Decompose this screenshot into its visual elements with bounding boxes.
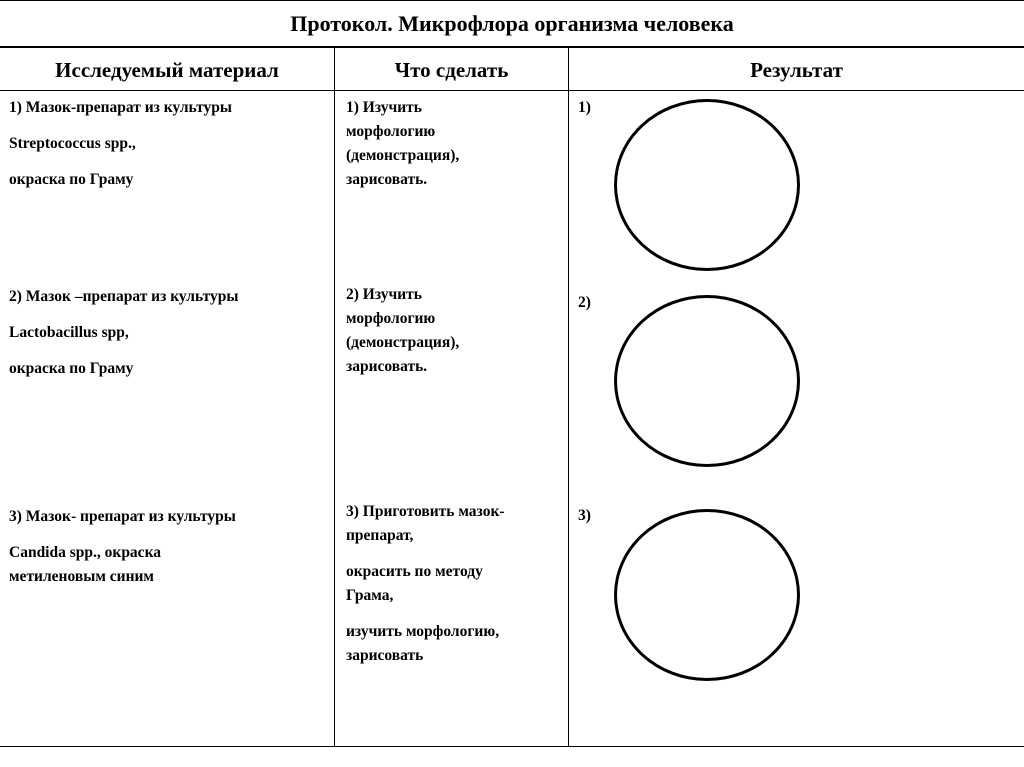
- row3-result-number: 3): [578, 507, 591, 524]
- table-bottom-border: [0, 746, 1024, 747]
- row1-material-line2: Streptococcus spp.,: [9, 135, 136, 152]
- row3-todo-line5: изучить морфологию,: [346, 623, 500, 640]
- row3-todo-line3: окрасить по методу: [346, 563, 483, 580]
- column-divider-2: [568, 47, 569, 747]
- row2-material: [9, 285, 329, 381]
- header-todo: Что сделать: [394, 58, 509, 82]
- header-result: Результат: [750, 58, 843, 82]
- row2-material-line3: окраска по Граму: [9, 360, 134, 377]
- row1-todo-line3: (демонстрация),: [346, 147, 460, 164]
- row1-todo-line2: морфологию: [346, 123, 436, 140]
- row1-todo-line4: зарисовать.: [346, 171, 428, 188]
- row2-todo-line2: морфологию: [346, 310, 436, 327]
- row1-todo-line1: 1) Изучить: [346, 99, 422, 116]
- row1-todo: [346, 96, 566, 192]
- row2-todo-line1: 2) Изучить: [346, 286, 422, 303]
- row1-material: [9, 96, 329, 192]
- row1-material-line3: окраска по Граму: [9, 171, 134, 188]
- row3-material-line2: Candida spp., окраска: [9, 544, 162, 561]
- row2-todo-line3: (демонстрация),: [346, 334, 460, 351]
- row1-result-number: 1): [578, 99, 591, 116]
- header-bottom-border: [0, 90, 1024, 91]
- row3-todo-line4: Грама,: [346, 587, 394, 604]
- row2-todo: [346, 283, 566, 379]
- column-divider-1: [334, 47, 335, 747]
- row2-result-number: 2): [578, 294, 591, 311]
- row3-todo: [346, 500, 566, 668]
- row1-drawing-circle: [614, 99, 800, 271]
- row3-material-line1: 3) Мазок- препарат из культуры: [9, 508, 236, 525]
- row3-drawing-circle: [614, 509, 800, 681]
- row2-todo-line4: зарисовать.: [346, 358, 428, 375]
- table-top-border: [0, 46, 1024, 48]
- row2-material-line2: Lactobacillus spp,: [9, 324, 129, 341]
- row3-todo-line1: 3) Приготовить мазок-: [346, 503, 505, 520]
- row2-material-line1: 2) Мазок –препарат из культуры: [9, 288, 239, 305]
- page-title: Протокол. Микрофлора организма человека: [290, 11, 734, 36]
- row3-todo-line2: препарат,: [346, 527, 414, 544]
- row3-material-line3: метиленовым синим: [9, 568, 154, 585]
- row2-drawing-circle: [614, 295, 800, 467]
- header-material: Исследуемый материал: [55, 58, 279, 82]
- row3-todo-line6: зарисовать: [346, 647, 424, 664]
- row3-material: [9, 505, 329, 589]
- title-row: [0, 0, 1024, 47]
- row1-material-line1: 1) Мазок-препарат из культуры: [9, 99, 233, 116]
